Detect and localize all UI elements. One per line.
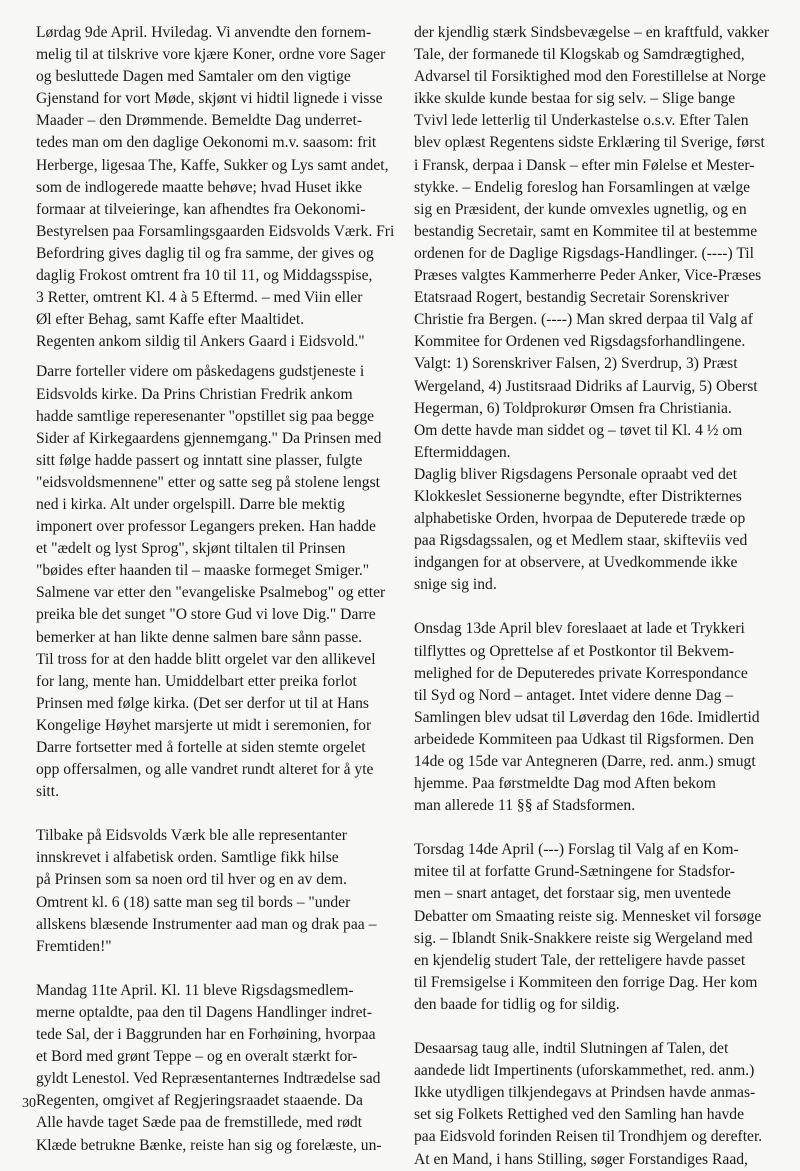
text-line: bemerker at han likte denne salmen bare sånn passe.	[36, 628, 363, 646]
text-line: ordenen for de Daglige Rigsdags-Handlinger. (----) Til	[414, 244, 754, 262]
text-line: ikke skulde kunde bestaa for sig selv. – Slige bange	[414, 90, 736, 108]
text-line: sitt følge hadde passert og inntatt sine plasser, fulgte	[36, 451, 363, 469]
text-line: formaar at tilveieringe, kan afhendtes fra Oekonomi-	[36, 200, 366, 218]
text-line: alphabetiske Orden, hvorpaa de Deputerede træde op	[414, 510, 746, 528]
text-line: mitee til at forfatte Grund-Sætningene for Stadsfor-	[414, 863, 736, 881]
text-line: Prinsen med følge kirka. (Det ser derfor ut til at Hans	[36, 694, 370, 712]
paragraph	[36, 361, 386, 803]
text-line: blev oplæst Regentens sidste Erklæring til Sverige, først	[414, 134, 765, 152]
text-line: Eftermiddagen.	[414, 443, 511, 461]
text-line: "eidsvoldsmennene" etter og satte seg på stolene lengst	[36, 473, 381, 491]
text-line: Salmene var etter den "evangeliske Psalmebog" og etter	[36, 584, 386, 602]
text-line: "bøides efter haanden til – maaske formeget Smiger."	[36, 562, 370, 580]
text-line: på Prinsen som sa noen ord til hver og en av dem.	[36, 871, 347, 889]
text-line: Omtrent kl. 6 (18) satte man seg til bords – "under	[36, 893, 351, 911]
paragraph	[414, 618, 779, 817]
right-column	[414, 22, 779, 1171]
text-line: Samlingen blev udsat til Løverdag den 16de. Imidlertid	[414, 708, 760, 726]
text-line: Wergeland, 4) Justitsraad Didriks af Laurvig, 5) Oberst	[414, 377, 758, 395]
text-line: daglig Frokost omtrent fra 10 til 11, og Middagsspise,	[36, 267, 373, 285]
paragraph-gap	[414, 596, 779, 618]
text-line: Alle havde taget Sæde paa de fremstillede, med rødt	[36, 1114, 363, 1132]
text-line: Eidsvolds kirke. Da Prins Christian Fredrik ankom	[36, 385, 353, 403]
text-line: snige sig ind.	[414, 576, 497, 594]
text-line: Kommitee for Ordenen ved Rigsdagsforhandlingene.	[414, 333, 746, 351]
text-line: man allerede 11 §§ af Stadsformen.	[414, 797, 636, 815]
text-line: Befordring gives daglig til og fra samme, der gives og	[36, 244, 374, 262]
text-line: Mandag 11te April. Kl. 11 bleve Rigsdagsmedlem-	[36, 981, 354, 999]
text-line: tede Sal, der i Baggrunden har en Forhøining, hvorpaa	[36, 1026, 376, 1044]
text-line: bestandig Secretair, samt en Kommitee til at bestemme	[414, 222, 758, 240]
paragraph	[414, 22, 779, 596]
text-line: Bestyrelsen paa Forsamlingsgaarden Eidsvolds Værk. Fri	[36, 222, 395, 240]
text-line: i Fransk, derpaa i Dansk – efter min Følelse et Mester-	[414, 156, 755, 174]
text-line: set sig Folkets Rettighed ved den Samling han havde	[414, 1106, 745, 1124]
text-line: for lang, mente han. Umiddelbart etter preika forlot	[36, 672, 357, 690]
text-line: Tilbake på Eidsvolds Værk ble alle representanter	[36, 827, 347, 845]
text-line: Kongelige Høyhet marsjerte ut midt i seremonien, for	[36, 716, 372, 734]
text-line: Regenten, omgivet af Regjeringsraadet staaende. Da	[36, 1092, 363, 1110]
text-line: paa Eidsvold forinden Reisen til Trondhjem og derefter.	[414, 1128, 763, 1146]
text-line: et "ædelt og lyst Sprog", skjønt tiltalen til Prinsen	[36, 540, 346, 558]
text-line: Klæde betrukne Bænke, reiste han sig og forelæste, un-	[36, 1136, 382, 1154]
left-column	[36, 22, 395, 1157]
text-line: preika ble det sunget "O store Gud vi love Dig." Darre	[36, 606, 376, 624]
text-line: Herberge, ligesaa The, Kaffe, Sukker og Lys samt andet,	[36, 156, 389, 174]
text-line: sitt.	[36, 783, 59, 801]
text-line: sig. – Iblandt Snik-Snakkere reiste sig Wergeland med	[414, 929, 753, 947]
text-line: sig en Præsident, der kunde omvexles ugnetlig, og en	[414, 200, 747, 218]
text-line: tilflyttes og Oprettelse af et Postkontor til Bekvem-	[414, 642, 735, 660]
text-line: Debatter om Smaating reiste sig. Mennesket vil forsøge	[414, 907, 762, 925]
text-line: som de indlogerede maatte behøve; hvad Huset ikke	[36, 178, 363, 196]
paragraph-gap	[36, 803, 386, 825]
text-line: ned i kirka. Alt under orgelspill. Darre ble mektig	[36, 495, 345, 513]
text-line: der kjendlig stærk Sindsbevægelse – en kraftfuld, vakker	[414, 24, 770, 41]
text-line: Klokkeslet Sessionerne begyndte, efter Distrikternes	[414, 487, 742, 505]
text-line: Lørdag 9de April. Hviledag. Vi anvendte den fornem-	[36, 24, 372, 41]
paragraph	[414, 839, 779, 1016]
text-line: allskens blæsende Instrumenter aad man og drak paa –	[36, 915, 377, 933]
text-line: Regenten ankom sildig til Ankers Gaard i Eidsvold."	[36, 333, 365, 351]
text-line: og besluttede Dagen med Samtaler om den vigtige	[36, 68, 351, 86]
text-line: Ikke utydligen tilkjendegavs at Prindsen havde anmas-	[414, 1084, 756, 1102]
paragraph-gap	[414, 1016, 779, 1038]
text-line: Om dette havde man siddet og – tøvet til Kl. 4 ½ om	[414, 421, 743, 439]
text-line: en kjendelig studert Tale, der retteligere havde passet	[414, 951, 746, 969]
text-line: Maader – den Drømmende. Bemeldte Dag underret-	[36, 112, 363, 130]
paragraph	[414, 1038, 779, 1171]
text-line: den baade for tidlig og for sildig.	[414, 995, 620, 1013]
text-line: arbeidede Kommiteen paa Udkast til Rigsformen. Den	[414, 730, 754, 748]
text-line: Advarsel til Forsiktighed mod den Forestillelse at Norge	[414, 68, 766, 86]
text-line: Gjenstand for vort Møde, skjønt vi hidtil lignede i visse	[36, 90, 383, 108]
text-line: til Syd og Nord – antaget. Intet videre denne Dag –	[414, 686, 734, 704]
text-line: innskrevet i alfabetisk orden. Samtlige fikk hilse	[36, 849, 339, 867]
text-line: men – snart antaget, det forstaar sig, men uventede	[414, 885, 731, 903]
text-line: Til tross for at den hadde blitt orgelet var den allikevel	[36, 650, 376, 668]
paragraph-gap	[36, 353, 386, 361]
text-line: opp offersalmen, og alle vandret rundt alteret for å yte	[36, 761, 374, 779]
text-line: Darre fortsetter med å fortelle at siden stemte orgelet	[36, 739, 366, 756]
text-line: gyldt Lenestol. Ved Repræsentanternes Indtrædelse sad	[36, 1070, 381, 1088]
text-line: melighed for de Deputeredes private Korrespondance	[414, 664, 748, 682]
text-line: Hegerman, 6) Toldprokurør Omsen fra Christiania.	[414, 399, 732, 417]
text-line: Etatsraad Rogert, bestandig Secretair Sorenskriver	[414, 289, 729, 307]
text-line: Tvivl lede letterlig til Underkastelse o.s.v. Efter Talen	[414, 112, 749, 130]
text-line: 3 Retter, omtrent Kl. 4 à 5 Eftermd. – med Viin eller	[36, 289, 363, 307]
text-line: At en Mand, i hans Stilling, søger Forstandiges Raad,	[414, 1150, 748, 1168]
text-line: Valgt: 1) Sorenskriver Falsen, 2) Sverdrup, 3) Præst	[414, 355, 738, 373]
text-line: Darre forteller videre om påskedagens gudstjeneste i	[36, 363, 365, 381]
text-line: Tale, der formanede til Klogskab og Samdrægtighed,	[414, 46, 745, 64]
text-line: Fremtiden!"	[36, 937, 112, 955]
paragraph-gap	[36, 958, 386, 980]
text-line: melig til at tilskrive vore kjære Koner, ordne vore Sager	[36, 46, 386, 64]
text-line: aandede lidt Impertinents (uforskammethet, red. anm.)	[414, 1062, 755, 1080]
paragraph-gap	[414, 817, 779, 839]
text-line: Onsdag 13de April blev foreslaaet at lade et Trykkeri	[414, 620, 745, 638]
text-line: Sider af Kirkegaardens gjennemgang." Da Prinsen med	[36, 429, 382, 447]
text-line: hadde samtlige reperesenanter "opstillet sig paa begge	[36, 407, 375, 425]
text-line: paa Rigsdagssalen, og et Medlem staar, skifteviis ved	[414, 532, 748, 550]
text-line: tedes man om den daglige Oekonomi m.v. saasom: frit	[36, 134, 377, 152]
text-line: indgangen for at observere, at Uvedkommende ikke	[414, 554, 738, 572]
text-line: til Fremsigelse i Kommiteen den forrige Dag. Her kom	[414, 973, 758, 991]
text-line: et Bord med grønt Teppe – og en overalt stærkt for-	[36, 1048, 358, 1066]
text-line: 14de og 15de var Antegneren (Darre, red. anm.) smugt	[414, 753, 756, 770]
text-line: Præses valgtes Kammerherre Peder Anker, Vice-Præses	[414, 267, 762, 285]
text-line: Desaarsag taug alle, indtil Slutningen af Talen, det	[414, 1040, 729, 1058]
text-line: imponert over professor Legangers preken. Han hadde	[36, 518, 376, 536]
page-number: 30	[22, 1096, 36, 1111]
text-line: Torsdag 14de April (---) Forslag til Valg af en Kom-	[414, 841, 739, 859]
text-line: Christie fra Bergen. (----) Man skred derpaa til Valg af	[414, 311, 753, 329]
text-line: Daglig bliver Rigsdagens Personale opraabt ved det	[414, 465, 738, 483]
paragraph	[36, 22, 395, 353]
text-line: Øl efter Behag, samt Kaffe efter Maaltidet.	[36, 311, 305, 329]
paragraph	[36, 825, 386, 958]
paragraph	[36, 980, 386, 1157]
text-line: merne optaldte, paa den til Dagens Handlinger indret-	[36, 1003, 373, 1021]
text-line: stykke. – Endelig foreslog han Forsamlingen at vælge	[414, 178, 751, 196]
text-line: hjemme. Paa førstmeldte Dag mod Aften bekom	[414, 775, 716, 793]
